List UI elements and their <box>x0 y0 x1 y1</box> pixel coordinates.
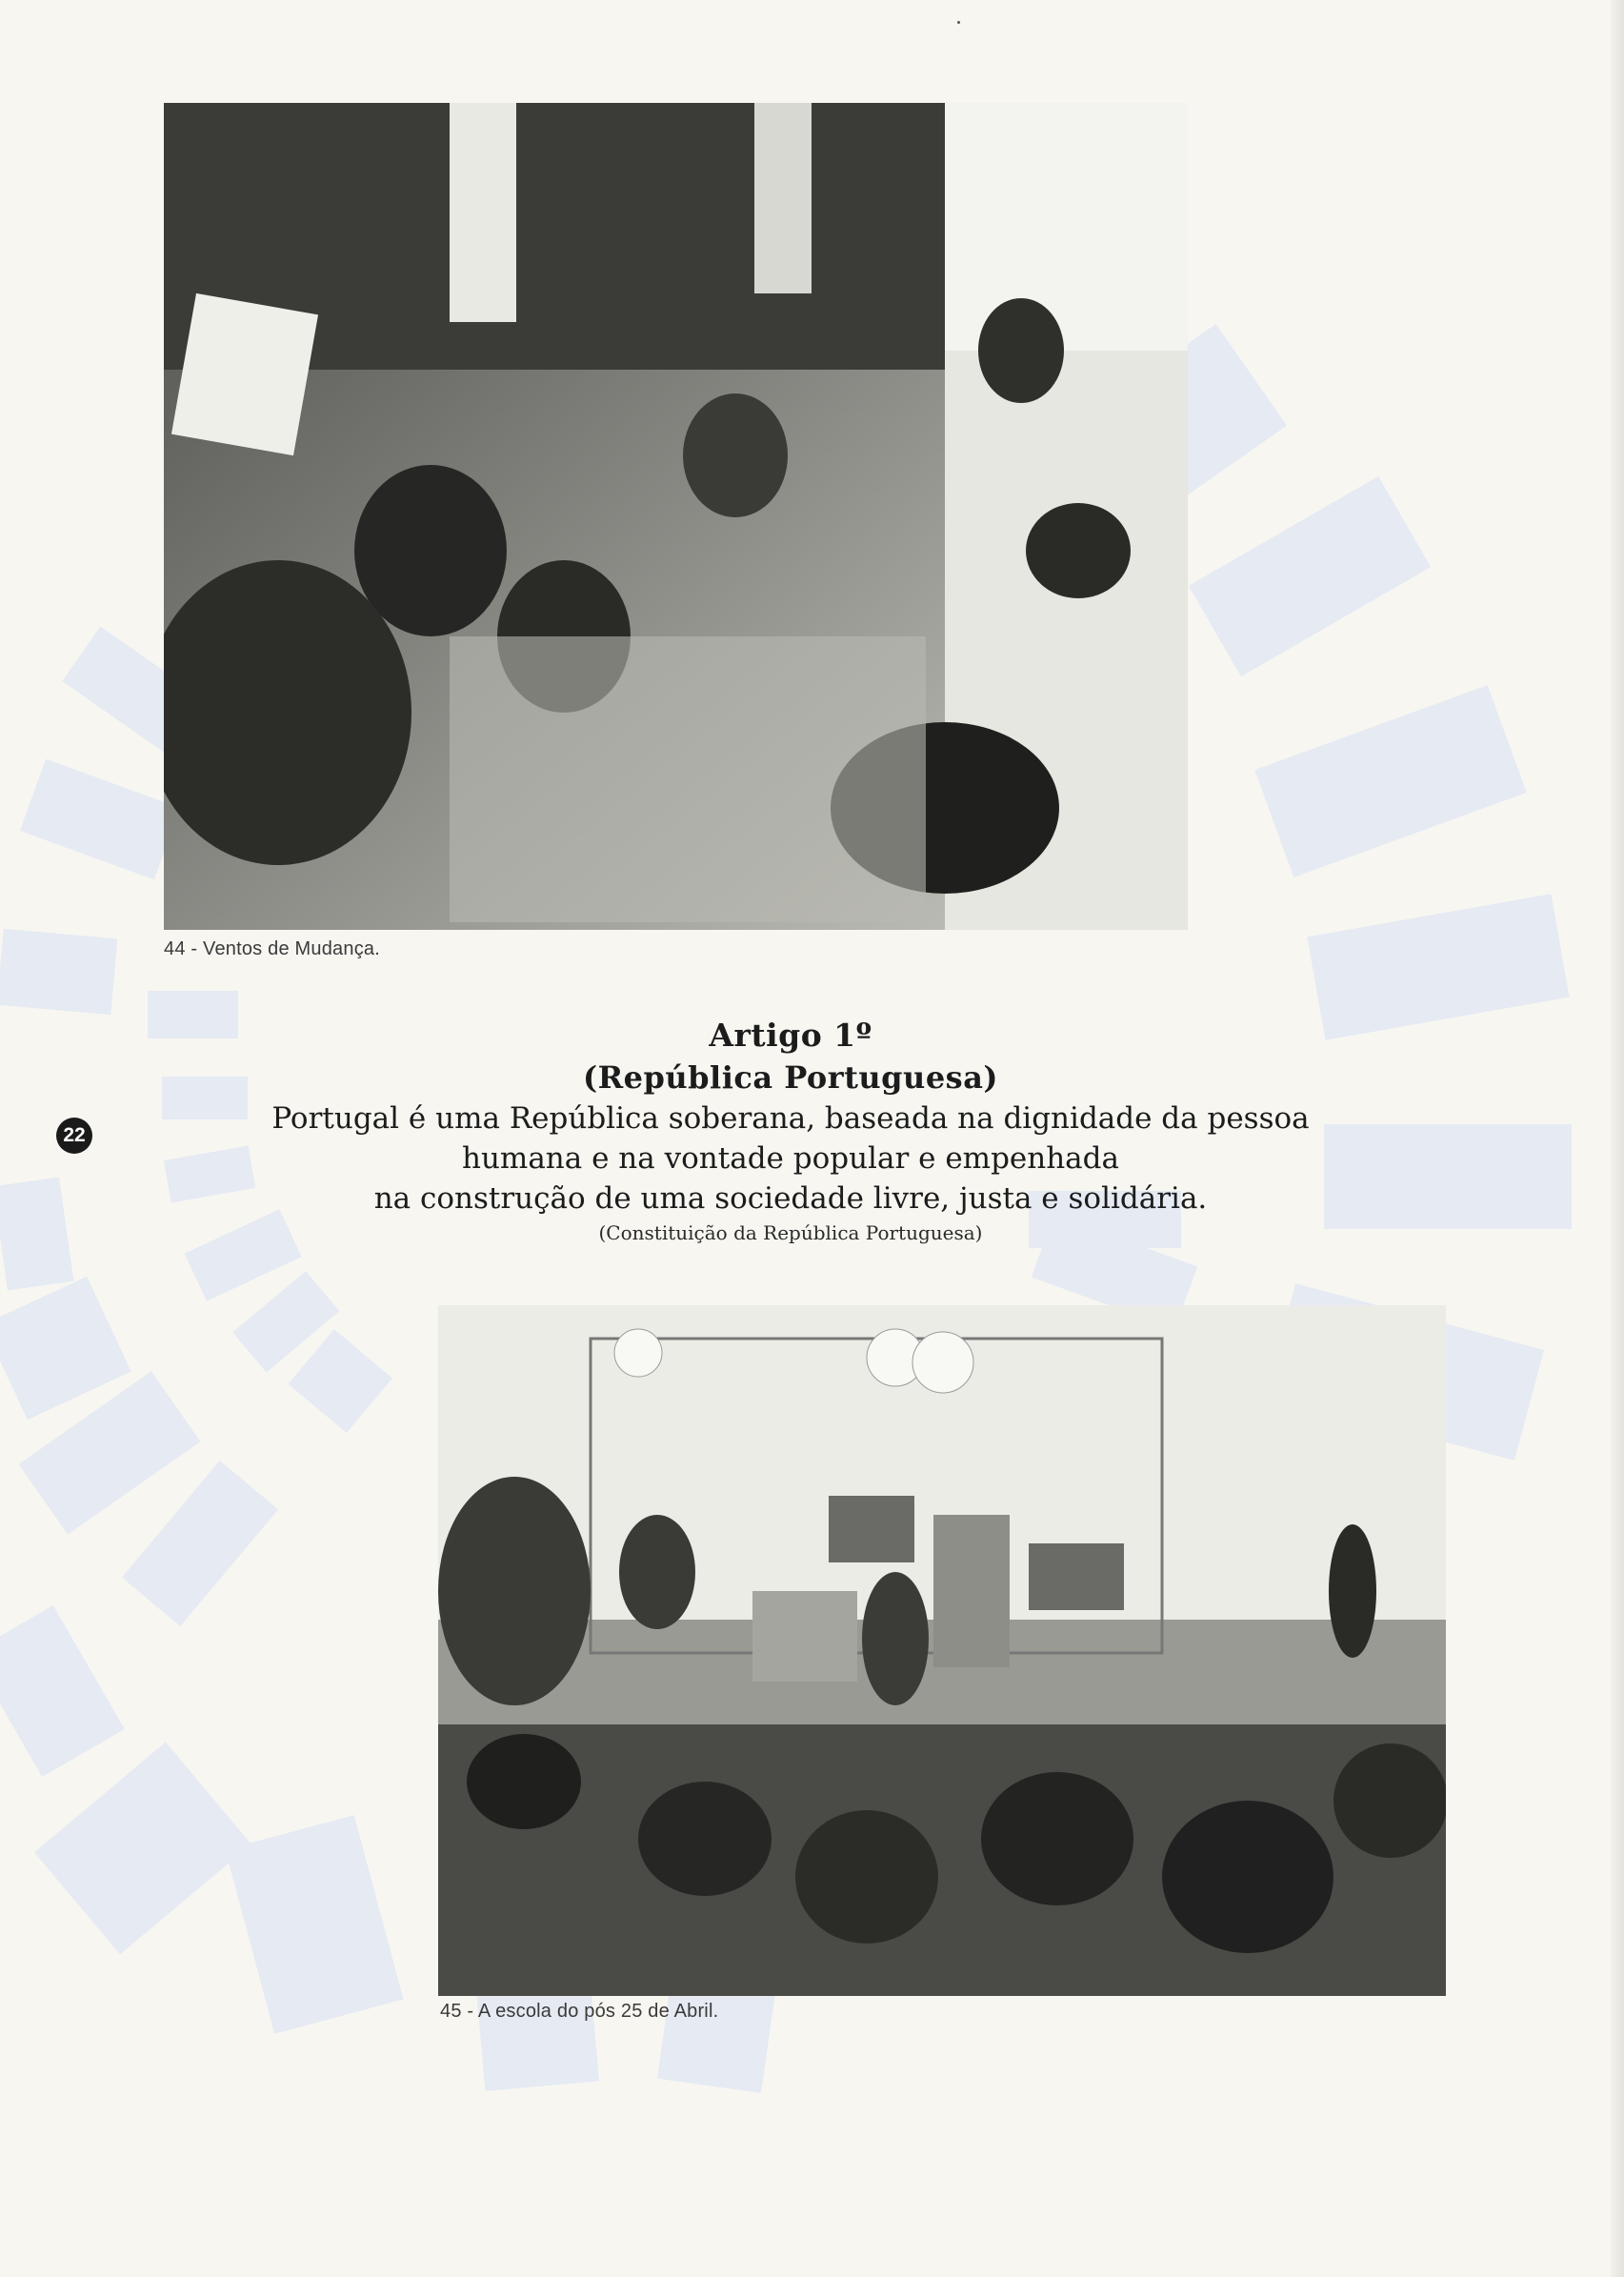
article-subtitle: (República Portuguesa) <box>582 1059 999 1096</box>
photo-school-performance-image <box>438 1305 1446 1996</box>
article-source: (Constituição da República Portuguesa) <box>598 1221 983 1244</box>
photo-school-performance <box>438 1305 1446 1996</box>
constitution-article <box>171 1015 1410 1245</box>
article-text-line: na construção de uma sociedade livre, justa e solidária. <box>373 1181 1208 1216</box>
article-text-line: Portugal é uma República soberana, baseada na dignidade da pessoa <box>271 1101 1310 1136</box>
article-title: Artigo 1º <box>709 1017 872 1054</box>
photo-children-painting <box>164 103 1188 930</box>
article-text-line: humana e na vontade popular e empenhada <box>462 1141 1119 1176</box>
photo-caption: 45 - A escola do pós 25 de Abril. <box>440 2001 719 2022</box>
photo-caption: 44 - Ventos de Mudança. <box>164 938 380 959</box>
photo-children-painting-image <box>164 103 1188 930</box>
page-number-badge: 22 <box>56 1118 92 1154</box>
